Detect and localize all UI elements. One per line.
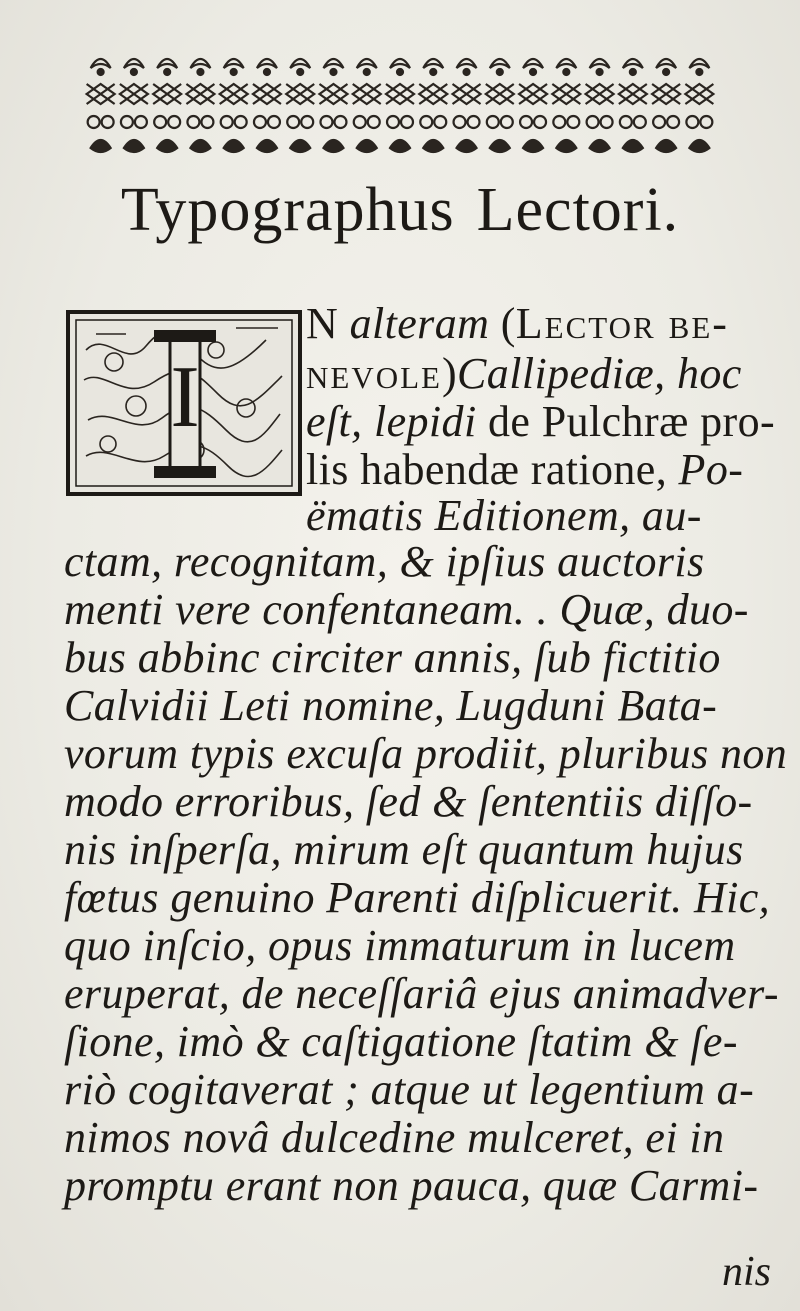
text-line-1: N alteram (Lector be-	[306, 299, 729, 348]
text-line-3: eſt, lepidi de Pulchræ pro-	[306, 397, 776, 446]
text-line-14: quo inſcio, opus immaturum in lucem	[64, 921, 736, 970]
catchword: nis	[722, 1249, 772, 1295]
text-line-19: promptu erant non pauca, quæ Carmi-	[64, 1161, 759, 1210]
page-title	[100, 170, 700, 250]
text-line-16: ſione, imò & caſtigatione ſtatim & ſe-	[64, 1017, 738, 1066]
text-line-18: nimos novâ dulcedine mulceret, ei in	[64, 1113, 725, 1162]
woodcut-initial-i	[66, 310, 302, 496]
title-word-typographus: Typographus	[120, 176, 455, 244]
text-line-5: ëmatis Editionem, au-	[306, 491, 702, 540]
text-line-6: ctam, recognitam, & ipſius auctoris	[64, 537, 705, 586]
text-line-7: menti vere confentaneam. . Quæ, duo-	[64, 585, 749, 634]
text-line-8: bus abbinc circiter annis, ſub fictitio	[64, 633, 721, 682]
text-line-17: riò cogitaverat ; atque ut legentium a-	[64, 1065, 755, 1114]
svg-text:I: I	[170, 349, 200, 446]
text-line-10: vorum typis excuſa prodiit, pluribus non	[64, 729, 788, 778]
text-line-12: nis inſperſa, mirum eſt quantum hujus	[64, 825, 744, 874]
text-line-2: nevole)Callipediæ, hoc	[306, 349, 742, 398]
text-line-13: fœtus genuino Parenti diſplicuerit. Hic,	[64, 873, 771, 922]
text-line-4: lis habendæ ratione, Po-	[306, 445, 744, 494]
ornamental-border	[84, 48, 716, 166]
title-word-lectori: Lectori.	[476, 176, 680, 244]
text-line-15: eruperat, de neceſſariâ ejus animadver-	[64, 969, 779, 1018]
text-line-11: modo erroribus, ſed & ſententiis diſſo-	[64, 777, 753, 826]
text-line-9: Calvidii Leti nomine, Lugduni Bata-	[64, 681, 718, 730]
